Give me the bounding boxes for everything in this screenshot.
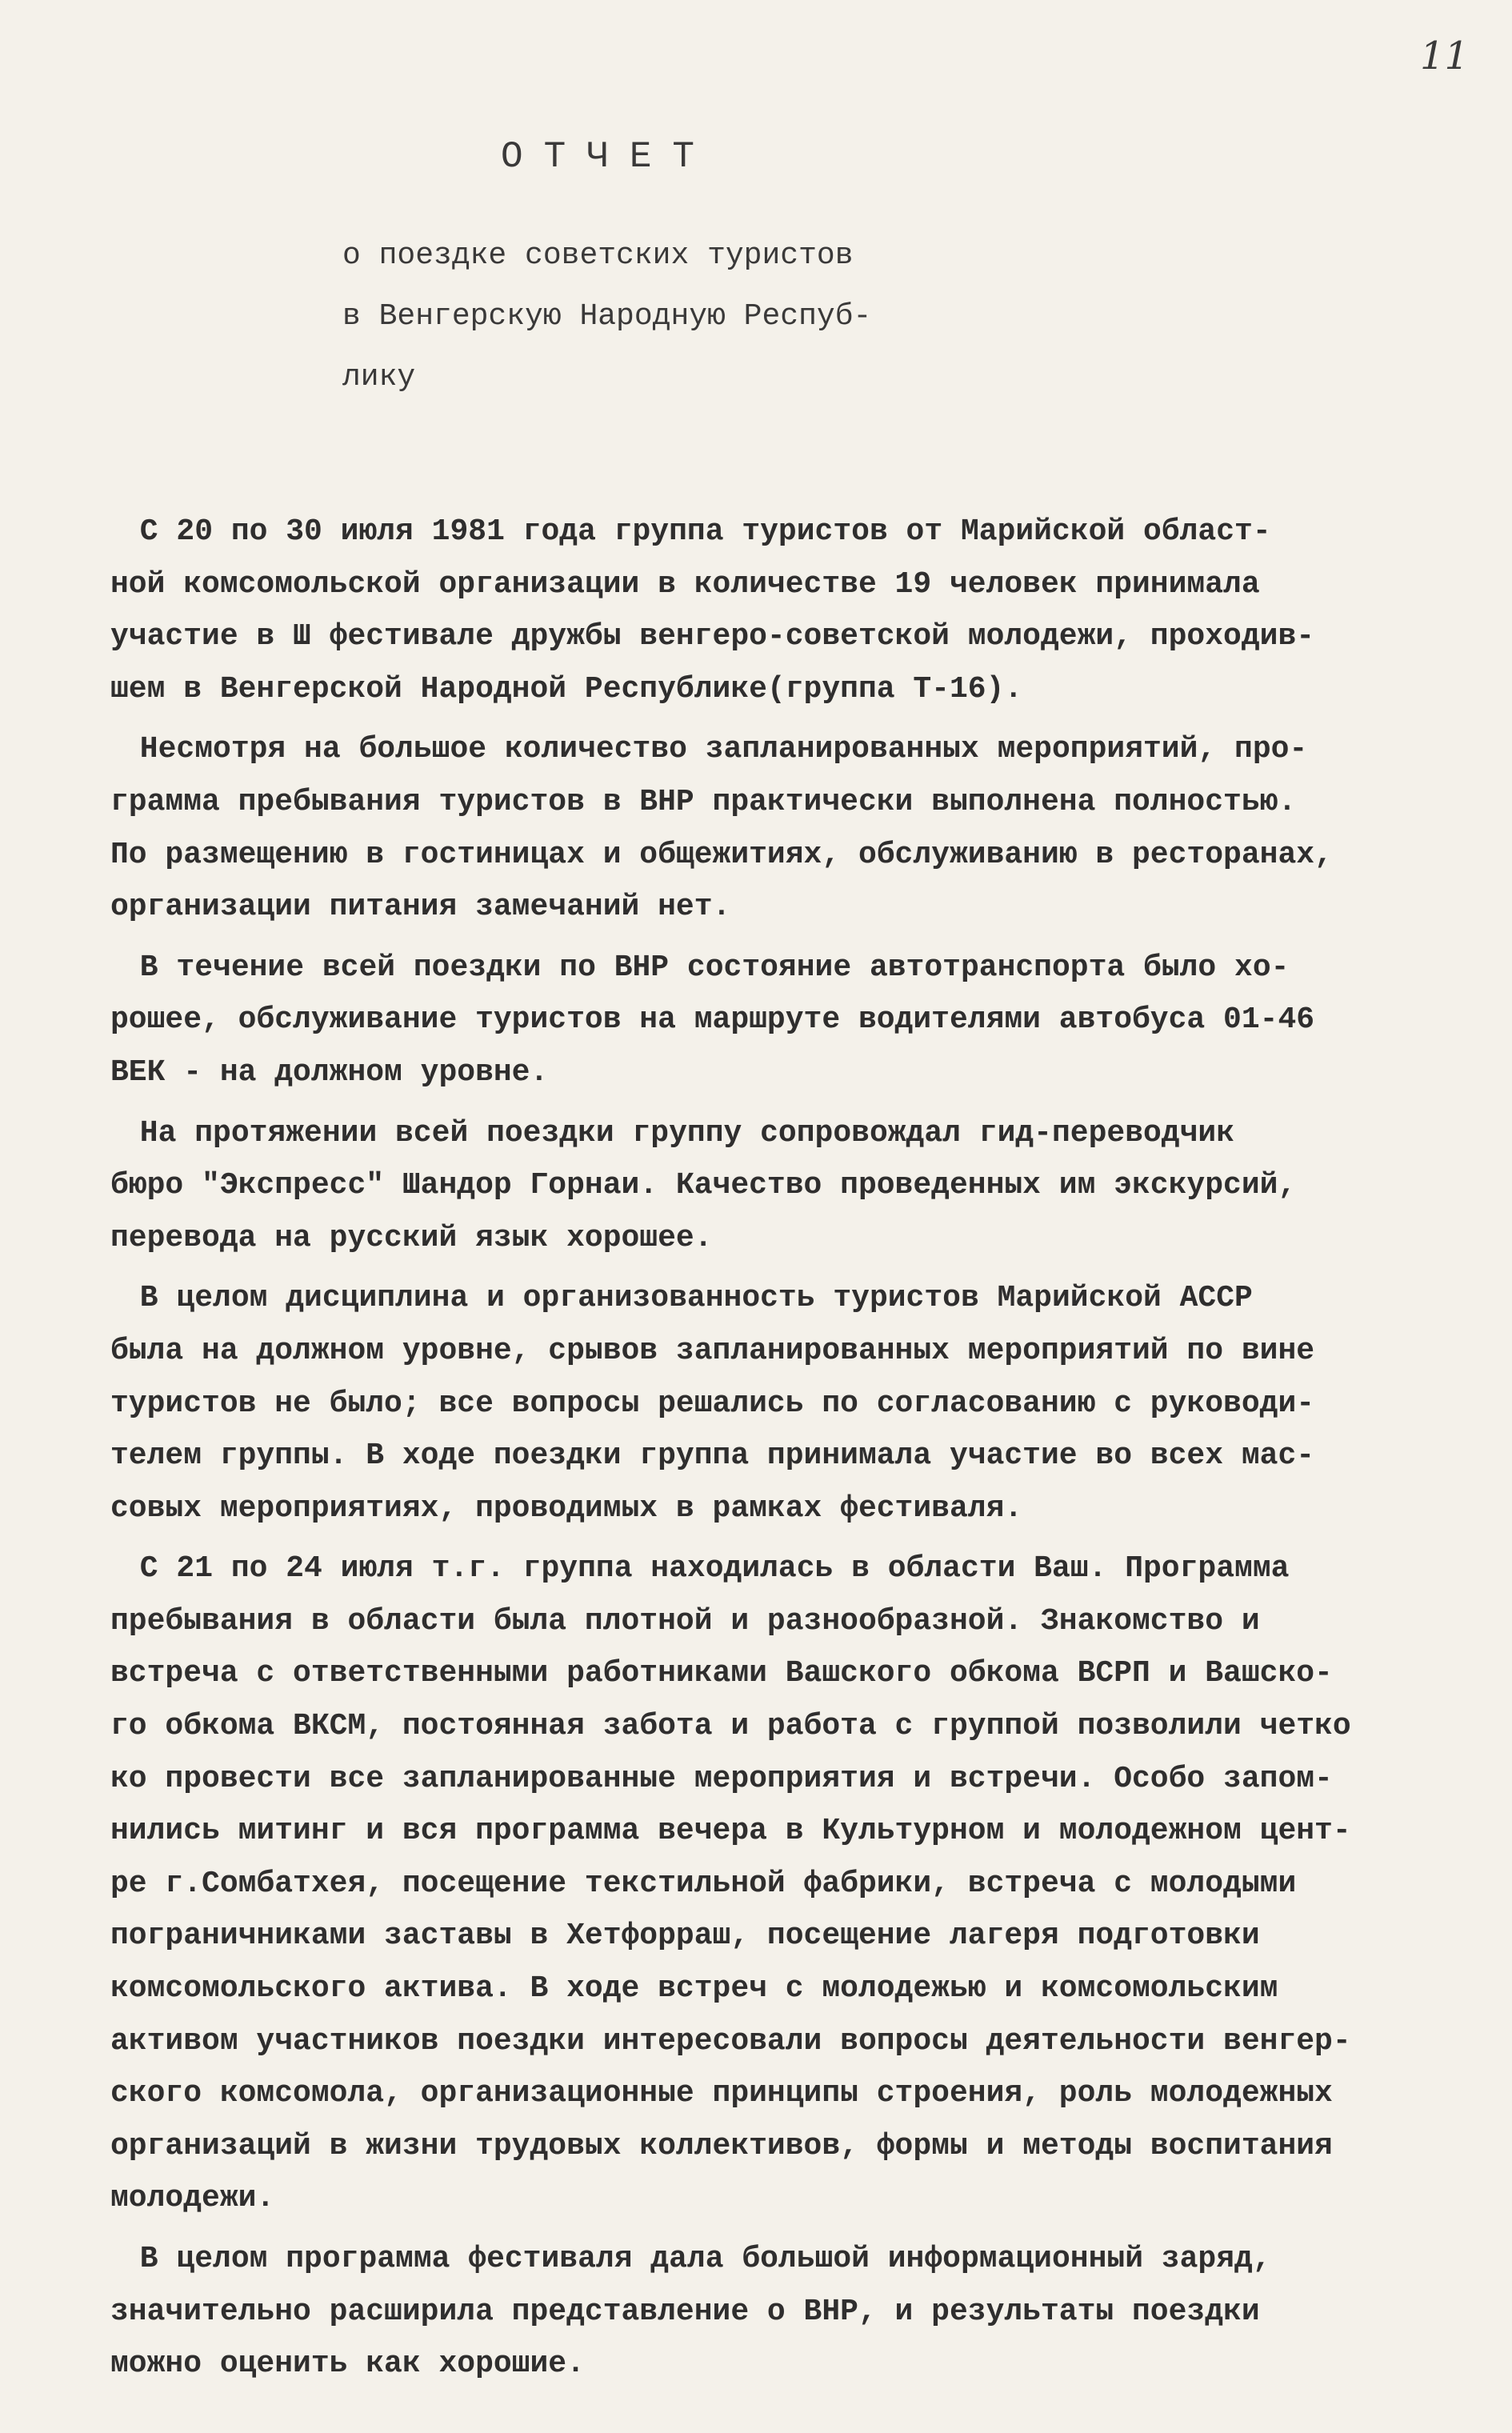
subtitle-line: лику bbox=[342, 360, 416, 394]
text-line: организаций в жизни трудовых коллективов, формы и методы воспитания bbox=[110, 2128, 1333, 2163]
text-line: С 20 по 30 июля 1981 года группа туристов от Марийской област- bbox=[122, 514, 1271, 549]
paragraph bbox=[110, 1272, 1502, 1535]
text-line: можно оценить как хорошие. bbox=[110, 2347, 585, 2382]
text-line: перевода на русский язык хорошее. bbox=[110, 1220, 713, 1255]
text-line: ко провести все запланированные мероприятия и встречи. Особо запом- bbox=[110, 1761, 1333, 1796]
text-line: была на должном уровне, срывов запланированных мероприятий по вине bbox=[110, 1333, 1315, 1368]
text-line: комсомольского актива. В ходе встреч с молодежью и комсомольским bbox=[110, 1971, 1278, 2007]
subtitle-line: о поездке советских туристов bbox=[342, 238, 854, 273]
text-line: совых мероприятиях, проводимых в рамках фестиваля. bbox=[110, 1491, 1023, 1526]
paragraph bbox=[110, 506, 1502, 715]
text-line: В течение всей поездки по ВНР состояние автотранспорта было хо- bbox=[122, 950, 1290, 985]
text-line: По размещению в гостиницах и общежитиях, обслуживанию в ресторанах, bbox=[110, 837, 1333, 872]
text-line: Несмотря на большое количество запланированных мероприятий, про- bbox=[122, 732, 1308, 767]
text-line: встреча с ответственными работниками Вашского обкома ВСРП и Вашско- bbox=[110, 1656, 1333, 1691]
text-line: грамма пребывания туристов в ВНР практически выполнена полностью. bbox=[110, 784, 1297, 819]
text-line: На протяжении всей поездки группу сопровождал гид-переводчик bbox=[122, 1115, 1235, 1150]
text-line: ной комсомольской организации в количестве 19 человек принимала bbox=[110, 566, 1260, 602]
document-subtitle bbox=[342, 226, 871, 408]
text-line: организации питания замечаний нет. bbox=[110, 890, 731, 925]
text-line: молодежи. bbox=[110, 2181, 275, 2216]
text-line: го обкома ВКСМ, постоянная забота и работа с группой позволили четко bbox=[110, 1709, 1351, 1744]
document-body bbox=[110, 506, 1502, 2391]
subtitle-line: в Венгерскую Народную Респуб- bbox=[342, 299, 872, 334]
text-line: пребывания в области была плотной и разнообразной. Знакомство и bbox=[110, 1603, 1260, 1639]
text-line: В целом программа фестиваля дала большой информационный заряд, bbox=[122, 2242, 1271, 2276]
paragraph bbox=[110, 2233, 1502, 2391]
text-line: ре г.Сомбатхея, посещение текстильной фабрики, встреча с молодыми bbox=[110, 1866, 1297, 1901]
text-line: пограничниками заставы в Хетфорраш, посещение лагеря подготовки bbox=[110, 1919, 1260, 1954]
text-line: ского комсомола, организационные принципы строения, роль молодежных bbox=[110, 2076, 1333, 2111]
document-title: ОТЧЕТ bbox=[501, 136, 716, 178]
text-line: С 21 по 24 июля т.г. группа находилась в области Ваш. Программа bbox=[122, 1551, 1290, 1587]
paragraph bbox=[110, 942, 1502, 1099]
paragraph bbox=[110, 1107, 1502, 1265]
text-line: В целом дисциплина и организованность туристов Марийской АССР bbox=[122, 1281, 1253, 1316]
paragraph bbox=[110, 723, 1502, 933]
text-line: активом участников поездки интересовали вопросы деятельности венгер- bbox=[110, 2023, 1351, 2059]
text-line: туристов не было; все вопросы решались по согласованию с руководи- bbox=[110, 1386, 1315, 1421]
text-line: ВЕК - на должном уровне. bbox=[110, 1054, 549, 1090]
text-line: нились митинг и вся программа вечера в Культурном и молодежном цент- bbox=[110, 1814, 1351, 1849]
text-line: участие в Ш фестивале дружбы венгеро-советской молодежи, проходив- bbox=[110, 619, 1315, 654]
page-number: 11 bbox=[1420, 34, 1470, 78]
text-line: бюро "Экспресс" Шандор Горнаи. Качество проведенных им экскурсий, bbox=[110, 1168, 1297, 1203]
paragraph bbox=[110, 1543, 1502, 2225]
text-line: значительно расширила представление о ВНР, и результаты поездки bbox=[110, 2294, 1260, 2329]
text-line: шем в Венгерской Народной Республике(группа Т-16). bbox=[110, 671, 1023, 706]
text-line: рошее, обслуживание туристов на маршруте водителями автобуса 01-46 bbox=[110, 1002, 1315, 1038]
text-line: телем группы. В ходе поездки группа принимала участие во всех мас- bbox=[110, 1439, 1315, 1474]
